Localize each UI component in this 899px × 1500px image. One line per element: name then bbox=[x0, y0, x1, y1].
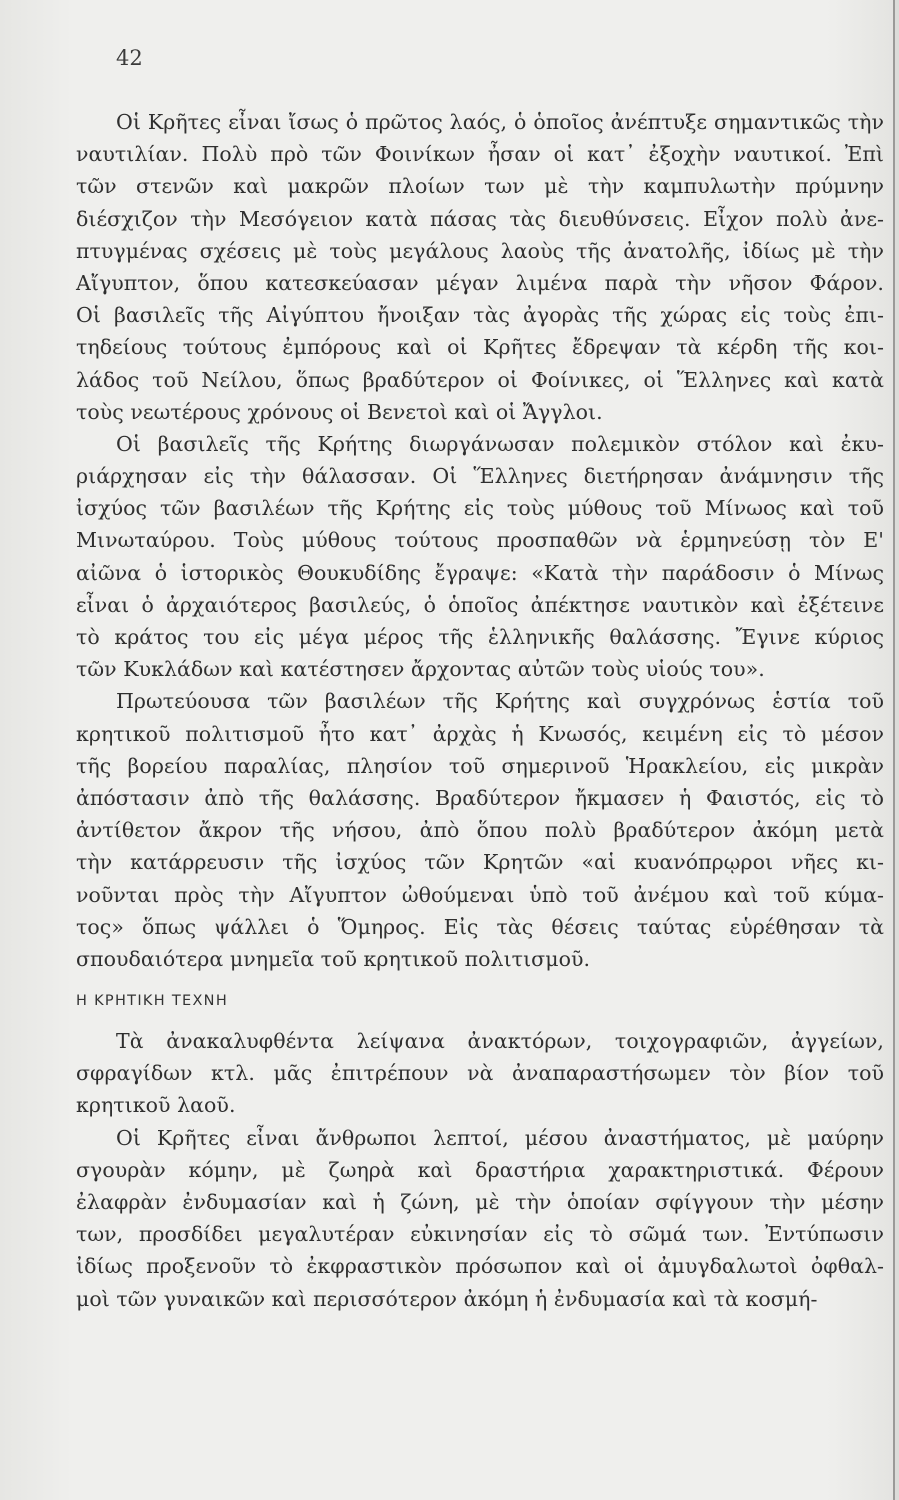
text-line: ριάρχησαν εἰς τὴν θάλασσαν. Οἱ Ἕλληνες διετήρησαν ἀνάμνησιν τῆς bbox=[76, 464, 884, 489]
text-line: κρητικοῦ πολιτισμοῦ ἦτο κατ᾽ ἀρχὰς ἡ Κνωσός, κειμένη εἰς τὸ μέσον bbox=[76, 721, 884, 746]
paragraph bbox=[76, 106, 884, 428]
text-line: αἰῶνα ὁ ἱστορικὸς Θουκυδίδης ἔγραψε: «Κατὰ τὴν παράδοσιν ὁ Μίνως bbox=[76, 560, 884, 585]
text-line: Οἱ Κρῆτες εἶναι ἴσως ὁ πρῶτος λαός, ὁ ὁποῖος ἀνέπτυξε σημαντικῶς τὴν bbox=[116, 110, 884, 134]
text-line: ἐλαφρὰν ἐνδυμασίαν καὶ ἡ ζώνη, μὲ τὴν ὁποίαν σφίγγουν τὴν μέσην bbox=[76, 1190, 884, 1214]
text-line: Οἱ βασιλεῖς τῆς Αἰγύπτου ἤνοιξαν τὰς ἀγορὰς τῆς χώρας εἰς τοὺς ἐπι- bbox=[76, 303, 884, 328]
text-line: τῶν στενῶν καὶ μακρῶν πλοίων των μὲ τὴν καμπυλωτὴν πρύμνην bbox=[76, 174, 884, 199]
text-line: σφραγίδων κτλ. μᾶς ἐπιτρέπουν νὰ ἀναπαραστήσωμεν τὸν βίον τοῦ bbox=[76, 1061, 884, 1086]
text-line: εἶναι ὁ ἀρχαιότερος βασιλεύς, ὁ ὁποῖος ἀπέκτησε ναυτικὸν καὶ ἐξέτεινε bbox=[76, 592, 884, 617]
paragraph bbox=[76, 685, 884, 975]
text-line: νοῦνται πρὸς τὴν Αἴγυπτον ὠθούμεναι ὑπὸ τοῦ ἀνέμου καὶ τοῦ κύμα- bbox=[76, 882, 884, 907]
text-line: ἰσχύος τῶν βασιλέων τῆς Κρήτης εἰς τοὺς μύθους τοῦ Μίνωος καὶ τοῦ bbox=[76, 496, 884, 521]
text-line: τὸ κράτος του εἰς μέγα μέρος τῆς ἑλληνικῆς θαλάσσης. Ἔγινε κύριος bbox=[76, 625, 884, 649]
paragraph bbox=[76, 1122, 884, 1315]
text-line: τοὺς νεωτέρους χρόνους οἱ Βενετοὶ καὶ οἱ Ἄγγλοι. bbox=[76, 399, 603, 424]
text-line: διέσχιζον τὴν Μεσόγειον κατὰ πάσας τὰς διευθύνσεις. Εἶχον πολὺ ἀνε- bbox=[76, 206, 884, 231]
text-line: Οἱ βασιλεῖς τῆς Κρήτης διωργάνωσαν πολεμικὸν στόλον καὶ ἐκυ- bbox=[116, 431, 884, 456]
text-line: κρητικοῦ λαοῦ. bbox=[76, 1093, 236, 1118]
text-line: τὴν κατάρρευσιν τῆς ἰσχύος τῶν Κρητῶν «αἱ κυανόπρῳροι νῆες κι- bbox=[76, 850, 884, 875]
text-line: Μινωταύρου. Τοὺς μύθους τούτους προσπαθῶν νὰ ἑρμηνεύσῃ τὸν Ε' bbox=[76, 528, 884, 553]
section-cretan-art bbox=[76, 1025, 884, 1315]
text-line: λάδος τοῦ Νείλου, ὅπως βραδύτερον οἱ Φοίνικες, οἱ Ἕλληνες καὶ κατὰ bbox=[76, 367, 884, 392]
text-line: ἀπόστασιν ἀπὸ τῆς θαλάσσης. Βραδύτερον ἤκμασεν ἡ Φαιστός, εἰς τὸ bbox=[76, 785, 884, 810]
text-line: μοὶ τῶν γυναικῶν καὶ περισσότερον ἀκόμη ἡ ἐνδυμασία καὶ τὰ κοσμή- bbox=[76, 1286, 818, 1311]
text-line: Τὰ ἀνακαλυφθέντα λείψανα ἀνακτόρων, τοιχογραφιῶν, ἀγγείων, bbox=[116, 1029, 884, 1054]
text-line: Πρωτεύουσα τῶν βασιλέων τῆς Κρήτης καὶ συγχρόνως ἑστία τοῦ bbox=[116, 689, 884, 714]
text-line: σπουδαιότερα μνημεῖα τοῦ κρητικοῦ πολιτισμοῦ. bbox=[76, 946, 591, 971]
text-line: τος» ὅπως ψάλλει ὁ Ὅμηρος. Εἰς τὰς θέσεις ταύτας εὑρέθησαν τὰ bbox=[76, 914, 884, 939]
paragraph bbox=[76, 428, 884, 686]
paragraph bbox=[76, 1025, 884, 1122]
section-intro bbox=[76, 106, 884, 975]
text-line: ἀντίθετον ἄκρον τῆς νήσου, ἀπὸ ὅπου πολὺ βραδύτερον ἀκόμη μετὰ bbox=[76, 818, 884, 843]
text-line: τῶν Κυκλάδων καὶ κατέστησεν ἄρχοντας αὐτῶν τοὺς υἱούς του». bbox=[76, 657, 765, 682]
section-heading: Η ΚΡΗΤΙΚΗ ΤΕΧΝΗ bbox=[76, 993, 229, 1010]
text-line: ἰδίως προξενοῦν τὸ ἐκφραστικὸν πρόσωπον καὶ οἱ ἀμυγδαλωτοὶ ὀφθαλ- bbox=[76, 1254, 884, 1279]
text-line: πτυγμένας σχέσεις μὲ τοὺς μεγάλους λαοὺς τῆς ἀνατολῆς, ἰδίως μὲ τὴν bbox=[76, 238, 884, 263]
page-edge-line bbox=[893, 0, 895, 1500]
text-line: Οἱ Κρῆτες εἶναι ἄνθρωποι λεπτοί, μέσου ἀναστήματος, μὲ μαύρην bbox=[116, 1125, 884, 1150]
text-line: ναυτιλίαν. Πολὺ πρὸ τῶν Φοινίκων ἦσαν οἱ κατ᾽ ἐξοχὴν ναυτικοί. Ἐπὶ bbox=[76, 142, 884, 167]
page-body bbox=[76, 106, 884, 1315]
page-number: 42 bbox=[116, 46, 143, 70]
text-line: τῆς βορείου παραλίας, πλησίον τοῦ σημερινοῦ Ἡρακλείου, εἰς μικρὰν bbox=[76, 753, 884, 778]
text-line: Αἴγυπτον, ὅπου κατεσκεύασαν μέγαν λιμένα παρὰ τὴν νῆσον Φάρον. bbox=[76, 270, 884, 295]
text-line: τηδείους τούτους ἐμπόρους καὶ οἱ Κρῆτες ἔδρεψαν τὰ κέρδη τῆς κοι- bbox=[76, 335, 884, 360]
text-line: σγουρὰν κόμην, μὲ ζωηρὰ καὶ δραστήρια χαρακτηριστικά. Φέρουν bbox=[76, 1157, 884, 1182]
page-edge bbox=[895, 0, 899, 1500]
text-line: των, προσδίδει μεγαλυτέραν εὐκινησίαν εἰς τὸ σῶμά των. Ἐντύπωσιν bbox=[76, 1222, 884, 1247]
